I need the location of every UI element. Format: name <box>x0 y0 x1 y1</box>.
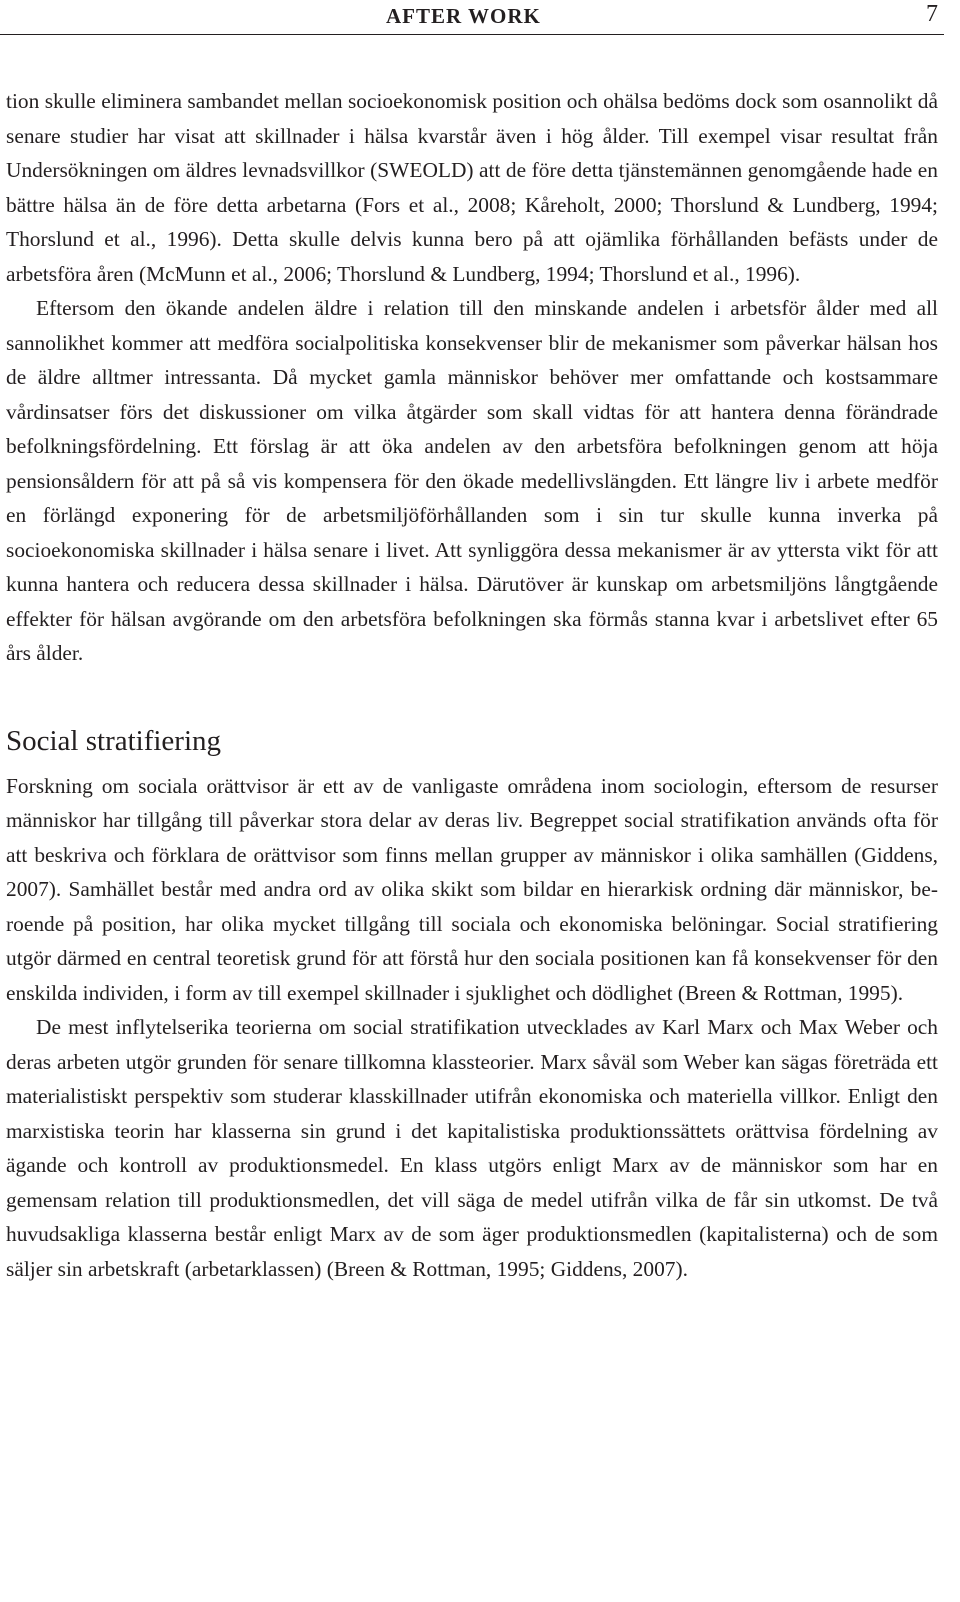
running-title: AFTER WORK <box>386 4 541 28</box>
body-text <box>6 84 938 1286</box>
page-number: 7 <box>926 1 938 27</box>
paragraph: De mest inflytelserika teorierna om social stratifikation utvecklades av Karl Marx och Max Weber och deras arbeten utgör grunden för senare tillkomna klassteorier. Marx såväl som Weber kan sägas företräda ett materialistiskt perspektiv som studerar klasskillnader utifrån ekonomiska och materiella villkor. Enligt den marxistiska teorin har klasserna sin grund i det kapitalistiska produktionssättets orättvisa fördelning av ägande och kontroll av produktionsmedel. En klass utgörs enligt Marx av de människor som har en gemensam relation till produktionsmedlen, det vill säga de medel utifrån vilka de får sin utkomst. De två huvudsakliga klasserna består enligt Marx av de som äger produktionsmedlen (kapitalisterna) och de som säljer sin arbetskraft (arbetarklassen) (Breen & Rottman, 1995; Giddens, 2007). <box>6 1015 938 1281</box>
paragraph: Eftersom den ökande andelen äldre i relation till den minskande andelen i arbetsför ålder med all sannolikhet kommer att medföra socialpolitiska konsekvenser blir de mekanismer som påverkar hälsan hos de äldre alltmer intressanta. Då mycket gamla människor behöver mer omfattande och kostsammare vårdinsatser förs det diskussioner om vilka åtgärder som skall vidtas för att hantera denna förändrade befolkningsfördelning. Ett förslag är att öka andelen av den arbetsföra befolkningen genom att höja pensionsåldern för att på så vis kompensera för den ökade medellivslängden. Ett längre liv i arbete medför en förlängd exponering för de arbetsmiljöförhållanden som i sin tur skulle kunna inverka på socioekonomiska skillnader i hälsa senare i livet. Att synliggöra dessa mekanismer är av yttersta vikt för att kunna hantera och reducera dessa skillnader i hälsa. Därutöver är kunskap om arbetsmiljöns långtgående effekter för hälsan avgörande om den arbetsföra befolkningen ska förmås stanna kvar i arbetslivet efter 65 års ålder. <box>6 296 938 665</box>
paragraph: Forskning om sociala orättvisor är ett av de vanligaste områdena inom sociologin, eftersom de resurser människor har tillgång till påverkar stora delar av deras liv. Begreppet social stratifikation används ofta för att beskriva och förklara de orättvisor som finns mellan grupper av människor i olika samhällen (Giddens, 2007). Samhället består med andra ord av olika skikt som bildar en hierarkisk ordning där människor, beroende på position, har olika mycket tillgång till sociala och ekonomiska belöningar. Social stratifiering utgör därmed en central teoretisk grund för att förstå hur den sociala positionen kan få konsekvenser för den enskilda individen, i form av till exempel skillnader i sjuklighet och dödlighet (Breen & Rottman, 1995). <box>6 773 938 1005</box>
running-header <box>0 0 944 35</box>
paragraph: tion skulle eliminera sambandet mellan socioekonomisk position och ohälsa bedöms dock som osannolikt då senare studier har visat att skillnader i hälsa kvarstår även i hög ålder. Till exempel visar resultat från Undersökningen om äldres levnadsvillkor (SWEOLD) att de före detta tjänstemännen genomgående hade en bättre hälsa än de före detta arbetarna (Fors et al., 2008; Kåreholt, 2000; Thorslund & Lundberg, 1994; Thorslund et al., 1996). Detta skulle delvis kunna bero på att ojämlika förhållanden befästs under de arbetsföra åren (McMunn et al., 2006; Thorslund & Lundberg, 1994; Thorslund et al., 1996). <box>6 89 938 286</box>
section-heading: Social stratifiering <box>6 724 222 757</box>
